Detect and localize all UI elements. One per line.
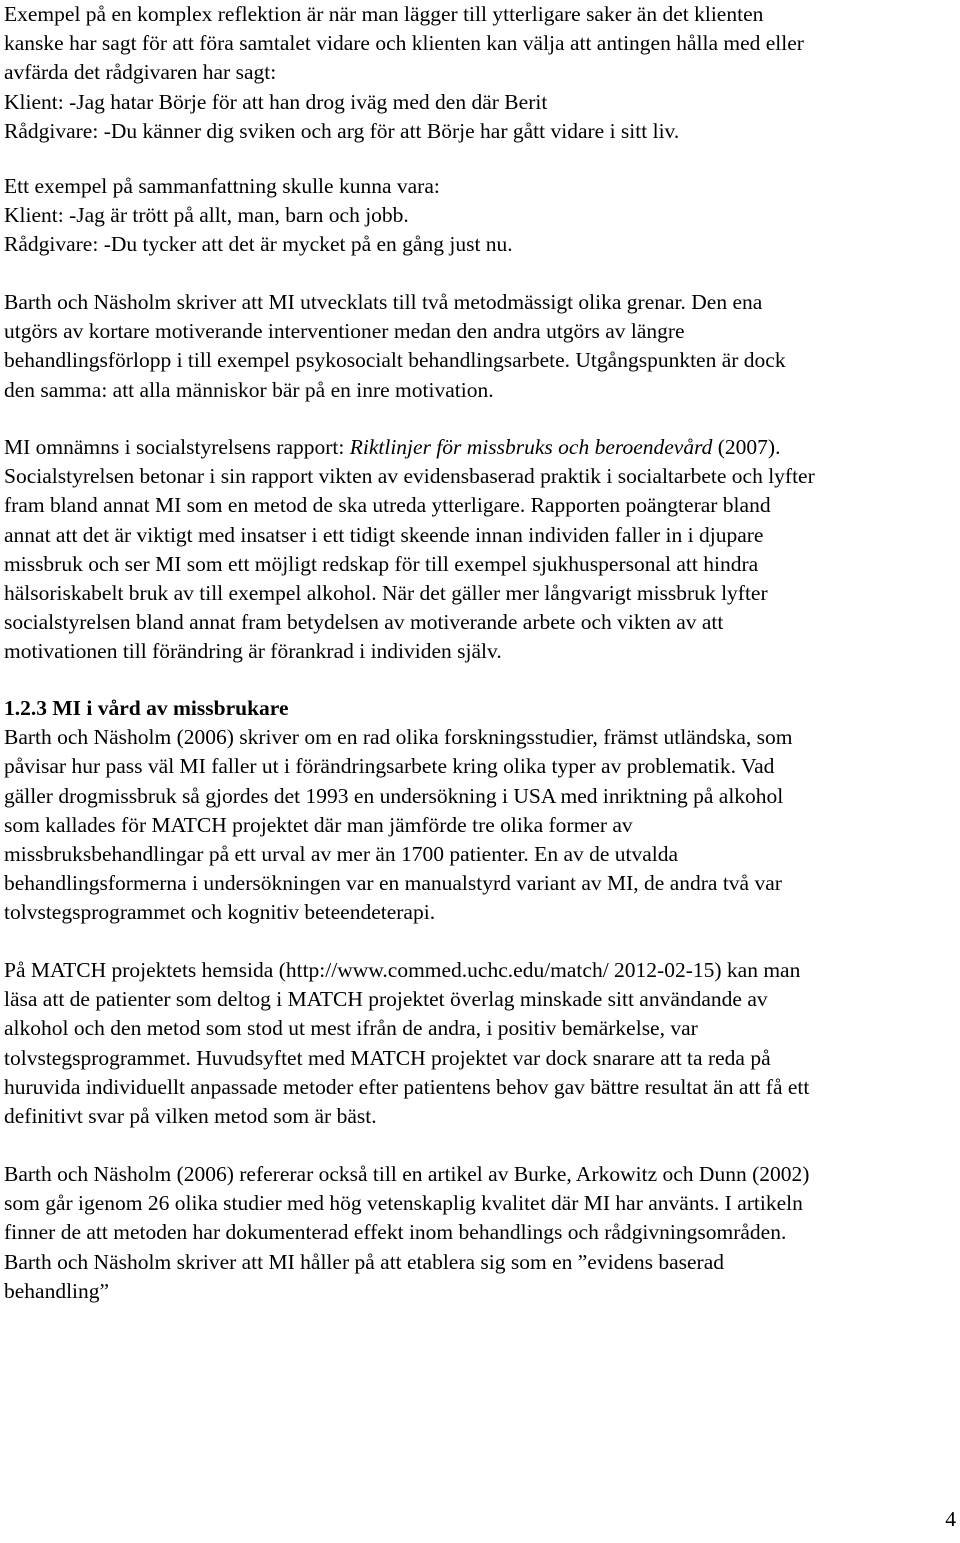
text-line: som går igenom 26 olika studier med hög vetenskaplig kvalitet där MI har använts. I artikeln xyxy=(4,1191,803,1216)
text-line: Klient: -Jag är trött på allt, man, barn och jobb. xyxy=(4,203,409,228)
section-mi-missbrukare xyxy=(4,694,793,928)
paragraph-summary-example xyxy=(4,172,513,260)
text-line: finner de att metoden har dokumenterad effekt inom behandlings och rådgivningsområden. xyxy=(4,1220,787,1245)
page-number: 4 xyxy=(945,1507,956,1531)
section-heading: 1.2.3 MI i vård av missbrukare xyxy=(4,696,289,720)
text-line: definitivt svar på vilken metod som är bäst. xyxy=(4,1104,377,1129)
report-title: Riktlinjer för missbruks och beroendevård xyxy=(349,435,713,459)
text-line xyxy=(4,433,815,462)
text-line: Rådgivare: -Du tycker att det är mycket på en gång just nu. xyxy=(4,232,513,257)
text-line: Barth och Näsholm skriver att MI utvecklats till två metodmässigt olika grenar. Den ena xyxy=(4,290,763,314)
paragraph-mi-branches xyxy=(4,288,786,405)
text-line: missbruksbehandlingar på ett urval av mer än 1700 patienter. En av de utvalda xyxy=(4,842,679,867)
paragraph-match-website xyxy=(4,956,809,1131)
text-line: kanske har sagt för att föra samtalet vidare och klienten kan välja att antingen hålla med eller xyxy=(4,31,804,56)
text-line: huruvida individuellt anpassade metoder efter patientens behov gav bättre resultat än att få ett xyxy=(4,1074,810,1099)
text-line: utgörs av kortare motiverande interventioner medan den andra utgörs av längre xyxy=(4,319,685,344)
text-line: gäller drogmissbruk så gjordes det 1993 en undersökning i USA med inriktning på alkohol xyxy=(4,783,784,808)
text-line: hälsoriskabelt bruk av till exempel alkohol. När det gäller mer långvarigt missbruk lyfter xyxy=(4,581,768,606)
text-line: behandling” xyxy=(4,1278,110,1303)
paragraph-burke-article xyxy=(4,1160,809,1306)
text-line: Ett exempel på sammanfattning skulle kunna vara: xyxy=(4,174,440,198)
text-line: annat att det är viktigt med insatser i ett tidigt skeende innan individen faller in i djupare xyxy=(4,522,764,547)
text-suffix: (2007). xyxy=(712,435,781,459)
text-line: På MATCH projektets hemsida (http://www.commed.uchc.edu/match/ 2012-02-15) kan man xyxy=(4,958,801,982)
paragraph-complex-reflection xyxy=(4,0,804,146)
text-line: motivationen till förändring är förankrad i individen själv. xyxy=(4,639,502,664)
text-line: som kallades för MATCH projektet där man jämförde tre olika former av xyxy=(4,812,633,837)
text-line: behandlingsformerna i undersökningen var en manualstyrd variant av MI, de andra två var xyxy=(4,871,782,896)
text-line: behandlingsförlopp i till exempel psykosocialt behandlingsarbete. Utgångspunkten är dock xyxy=(4,348,786,373)
text-line: tolvstegsprogrammet. Huvudsyftet med MATCH projektet var dock snarare att ta reda på xyxy=(4,1045,771,1070)
text-line: fram bland annat MI som en metod de ska utreda ytterligare. Rapporten poängterar bland xyxy=(4,493,771,518)
text-line: Barth och Näsholm skriver att MI håller på att etablera sig som en ”evidens baserad xyxy=(4,1249,725,1274)
text-line: alkohol och den metod som stod ut mest ifrån de andra, i positiv bemärkelse, var xyxy=(4,1016,698,1041)
text-line: Barth och Näsholm (2006) refererar också till en artikel av Burke, Arkowitz och Dunn (2002) xyxy=(4,1162,810,1186)
text-line: tolvstegsprogrammet och kognitiv beteendeterapi. xyxy=(4,900,436,925)
text-line: läsa att de patienter som deltog i MATCH projektet överlag minskade sitt användande av xyxy=(4,987,768,1012)
text-line: avfärda det rådgivaren har sagt: xyxy=(4,60,277,85)
text-line: påvisar hur pass väl MI faller ut i förändringsarbete kring olika typer av problematik. Vad xyxy=(4,754,775,779)
text-line: Klient: -Jag hatar Börje för att han drog iväg med den där Berit xyxy=(4,89,548,114)
text-line: Rådgivare: -Du känner dig sviken och arg för att Börje har gått vidare i sitt liv. xyxy=(4,118,680,143)
text-line: Barth och Näsholm (2006) skriver om en rad olika forskningsstudier, främst utländska, som xyxy=(4,725,793,750)
paragraph-socialstyrelsen xyxy=(4,433,815,667)
text-line: Socialstyrelsen betonar i sin rapport vikten av evidensbaserad praktik i socialtarbete och lyfter xyxy=(4,464,815,489)
text-line: Exempel på en komplex reflektion är när man lägger till ytterligare saker än det klienten xyxy=(4,2,764,26)
text-line: socialstyrelsen bland annat fram betydelsen av motiverande arbete och vikten av att xyxy=(4,610,724,635)
text-line: missbruk och ser MI som ett möjligt redskap för till exempel sjukhuspersonal att hindra xyxy=(4,551,759,576)
text-line: den samma: att alla människor bär på en inre motivation. xyxy=(4,377,494,402)
text-prefix: MI omnämns i socialstyrelsens rapport: xyxy=(4,435,350,459)
